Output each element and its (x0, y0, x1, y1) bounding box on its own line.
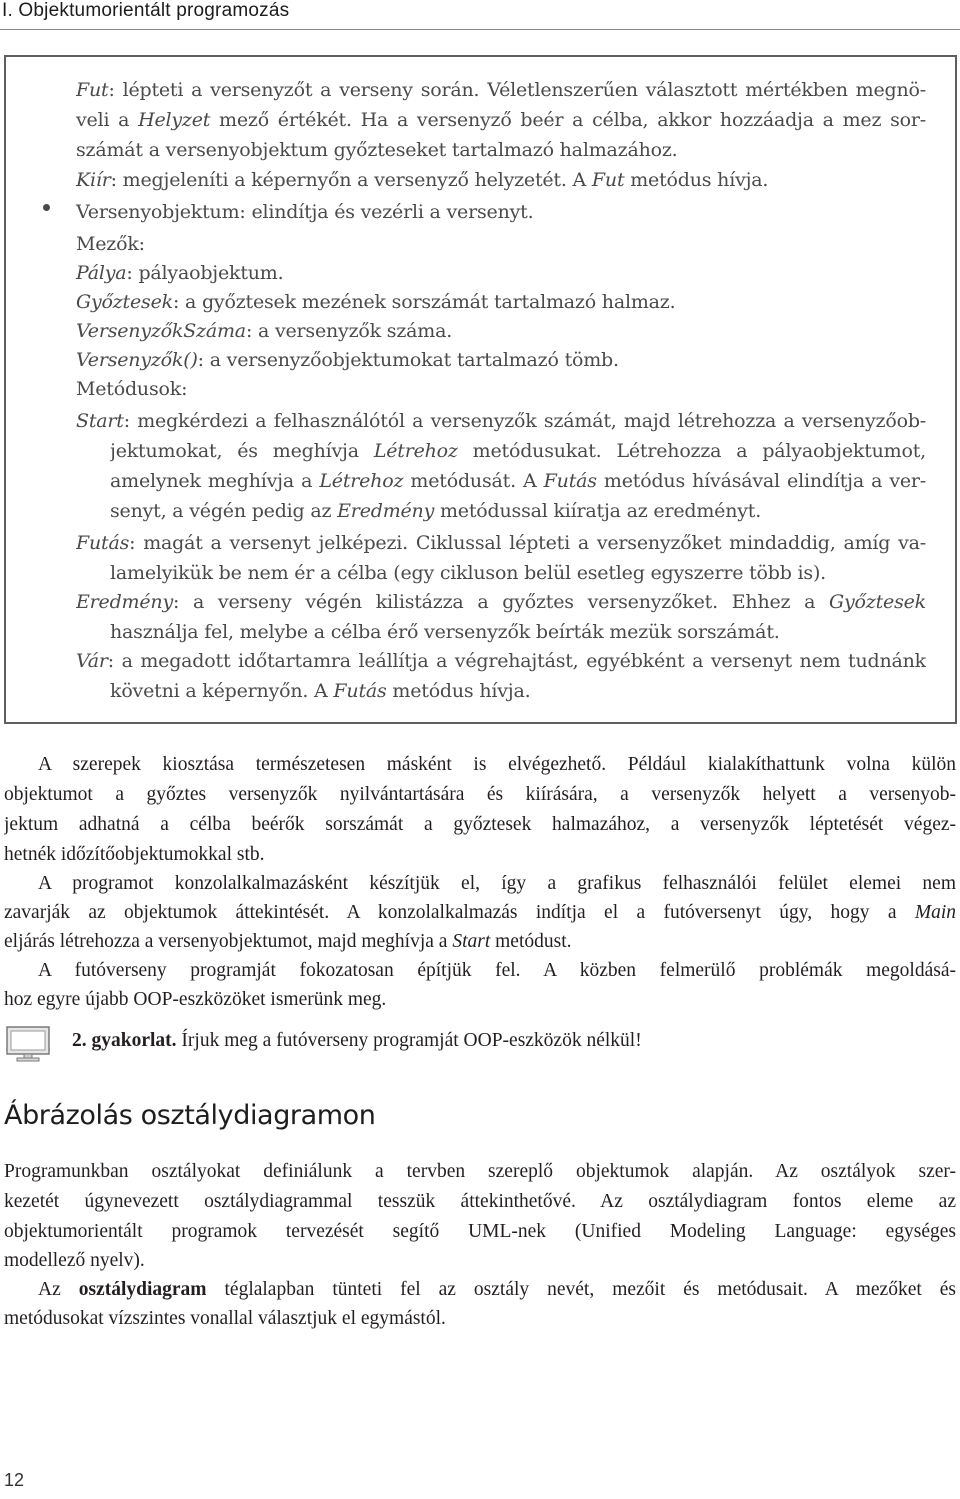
field-versenyzok-szama: VersenyzőkSzáma: a versenyzők száma. (76, 320, 453, 342)
computer-monitor-icon (6, 1026, 50, 1062)
field-gyoztesek: Győztesek: a győztesek mezének sorszámát tartalmazó halmaz. (76, 291, 676, 313)
paragraph-2-line-3: eljárás létrehozza a versenyobjektumot, majd meghívja a Start metódust. (4, 931, 572, 952)
var-line-1: Vár: a megadott időtartamra leállítja a végrehajtást, egyébként a versenyt nem tudnánk (76, 650, 926, 672)
start-line-1: Start: megkérdezi a felhasználótól a versenyzők számát, majd létrehozza a versenyzőob- (76, 410, 926, 432)
fut-line-2: veli a Helyzet mező értékét. Ha a versenyző beér a célba, akkor hozzáadja a mez sor- (76, 109, 926, 131)
field-versenyzok: Versenyzők(): a versenyzőobjektumokat tartalmazó tömb. (76, 349, 619, 371)
bullet-dot (43, 204, 50, 211)
fut-line-3: számát a versenyobjektum győzteseket tartalmazó halmazához. (76, 139, 678, 161)
paragraph-1-line-4: hetnék időzítőobjektumokkal stb. (4, 844, 265, 865)
kiir-line: Kiír: megjeleníti a képernyőn a versenyző helyzetét. A Fut metódus hívja. (76, 169, 769, 191)
futas-line-1: Futás: magát a versenyt jelképezi. Ciklussal lépteti a versenyzőket mindaddig, amíg va- (76, 532, 926, 554)
paragraph-2-line-2: zavarják az objektumok áttekintését. A konzolalkalmazás indítja el a futóversenyt úgy, hogy a Main (4, 902, 956, 923)
fut-line-1: Fut: lépteti a versenyzőt a verseny során. Véletlenszerűen választott mértékben megnö- (76, 79, 926, 101)
running-header (0, 0, 960, 30)
exercise-label: 2. gyakorlat. (72, 1030, 177, 1051)
section-heading: Ábrázolás osztálydiagramon (4, 1100, 376, 1131)
paragraph-3-line-1: A futóverseny programját fokozatosan építjük fel. A közben felmerülő problémák megoldásá- (38, 960, 956, 981)
class-description-box (4, 55, 957, 724)
section-paragraph-1-line-2: kezetét úgynevezett osztálydiagrammal tesszük áttekinthetővé. Az osztálydiagram fontos eleme az (4, 1191, 956, 1212)
var-line-2: követni a képernyőn. A Futás metódus hívja. (110, 680, 531, 702)
start-line-3: amelynek meghívja a Létrehoz metódusát. A Futás metódus hívásával elindítja a ver- (110, 470, 926, 492)
exercise-block (6, 1024, 806, 1064)
start-line-2: jektumokat, és meghívja Létrehoz metódusukat. Létrehozza a pályaobjektumot, (110, 440, 926, 462)
paragraph-1-line-3: jektum adhatná a célba beérők sorszámát a győztesek halmazához, a versenyzők léptetését végez- (4, 814, 956, 835)
fields-label: Mezők: (76, 233, 145, 255)
futas-line-2: lamelyikük be nem ér a célba (egy cikluson belül esetleg egyszerre több is). (110, 562, 827, 584)
section-paragraph-2-line-1: Az osztálydiagram téglalapban tünteti fel az osztály nevét, mezőit és metódusait. A mezőket és (38, 1279, 956, 1300)
eredmeny-line-2: használja fel, melybe a célba érő versenyzők beírták mezük sorszámát. (110, 621, 780, 643)
methods-label: Metódusok: (76, 378, 188, 400)
section-paragraph-1-line-3: objektumorientált programok tervezését segítő UML-nek (Unified Modeling Language: egységes (4, 1221, 956, 1242)
section-paragraph-1-line-1: Programunkban osztályokat definiálunk a tervben szereplő objektumok alapján. Az osztályok szer- (4, 1161, 956, 1182)
paragraph-2-line-1: A programot konzolalkalmazásként készítjük el, így a grafikus felhasználói felület elemei nem (38, 873, 956, 894)
chapter-title: I. Objektumorientált programozás (2, 0, 290, 21)
page-number: 12 (4, 1470, 25, 1490)
versenyobjektum-bullet: Versenyobjektum: elindítja és vezérli a versenyt. (76, 201, 534, 223)
eredmeny-line-1: Eredmény: a verseny végén kilistázza a győztes versenyzőket. Ehhez a Győztesek (76, 591, 926, 613)
exercise-text: 2. gyakorlat. Írjuk meg a futóverseny programját OOP-eszközök nélkül! (72, 1030, 642, 1051)
paragraph-3-line-2: hoz egyre újabb OOP-eszközöket ismerünk meg. (4, 989, 387, 1010)
section-paragraph-1-line-4: modellező nyelv). (4, 1250, 145, 1271)
start-line-4: senyt, a végén pedig az Eredmény metódussal kiíratja az eredményt. (110, 500, 762, 522)
paragraph-1-line-2: objektumot a győztes versenyzők nyilvántartására és kiírására, a versenyzők helyett a versenyob- (4, 784, 956, 805)
section-paragraph-2-line-2: metódusokat vízszintes vonallal választjuk el egymástól. (4, 1308, 446, 1329)
field-palya: Pálya: pályaobjektum. (76, 262, 284, 284)
paragraph-1-line-1: A szerepek kiosztása természetesen másként is elvégezhető. Például kialakíthattunk volna külön (38, 754, 956, 775)
